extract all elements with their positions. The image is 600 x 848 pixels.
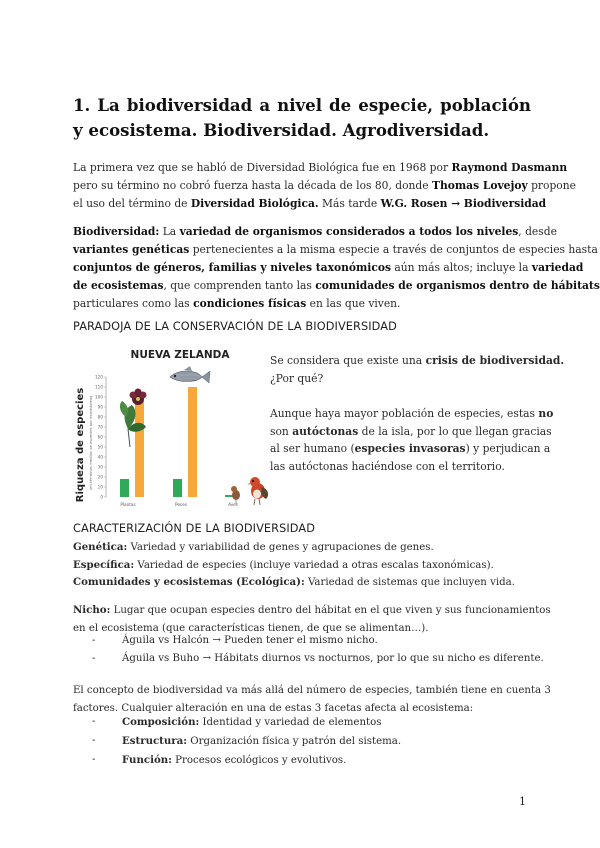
text: son <box>270 424 293 438</box>
chart-y-tick-label: 70 <box>97 424 103 430</box>
characterization-item <box>73 539 515 557</box>
bold-term: crisis de biodiversidad. <box>425 354 565 367</box>
text: en el ecosistema (que características tienen, de que se alimentan…). <box>73 622 429 634</box>
crisis-paragraph <box>270 352 565 476</box>
chart-bar <box>188 387 197 497</box>
text: las autóctonas haciéndose con el territorio. <box>270 459 505 473</box>
chart-y-axis-sublabel: (en términos medios de especies por ecosistema) <box>88 395 93 491</box>
chart-bar <box>120 479 129 497</box>
new-zealand-bar-chart <box>72 347 272 513</box>
text: ¿Por qué? <box>270 371 324 385</box>
chart-y-tick-label: 80 <box>97 414 103 420</box>
chart-y-tick-label: 40 <box>97 454 103 460</box>
text: Se considera que existe una <box>270 354 426 367</box>
chart-y-tick-label: 30 <box>97 464 103 470</box>
page-title: 1. La biodiversidad a nivel de especie, población y ecosistema. Biodiversidad. Agrodiversidad. <box>73 95 531 140</box>
text: La primera vez que se habló de Diversidad Biológica fue en 1968 por <box>73 161 452 174</box>
chart-y-tick-label: 0 <box>100 494 103 500</box>
text: Variedad y variabilidad de genes y agrupaciones de genes. <box>127 542 434 553</box>
list-item-text: Águila vs Halcón → Pueden tener el mismo nicho. <box>122 635 378 646</box>
bold-term: Genética: <box>73 541 128 553</box>
text: Variedad de especies (incluye variedad a otras escalas taxonómicas). <box>134 559 494 571</box>
section-heading-paradox: PARADOJA DE LA CONSERVACIÓN DE LA BIODIVERSIDAD <box>73 320 397 333</box>
crisis-line <box>270 405 554 423</box>
intro-line <box>73 195 547 213</box>
intro-paragraph <box>73 159 576 213</box>
list-dash: - <box>92 635 96 646</box>
list-item-text: Procesos ecológicos y evolutivos. <box>171 755 347 766</box>
characterization-item <box>73 574 515 592</box>
list-dash: - <box>92 754 96 765</box>
bold-term: especies invasoras <box>354 442 466 456</box>
text: Variedad de sistemas que incluyen vida. <box>304 577 515 589</box>
chart-bar <box>173 479 182 497</box>
text: aún más altos; incluye la <box>391 261 532 274</box>
chart-category-label: Plantas <box>120 502 136 507</box>
definition-line <box>73 241 598 259</box>
bold-term: de ecosistemas <box>73 279 164 292</box>
intro-line <box>73 159 568 177</box>
crisis-line <box>270 423 552 441</box>
list-item <box>92 751 401 770</box>
chart-y-tick-label: 110 <box>95 384 103 390</box>
list-item <box>92 650 544 668</box>
niche-examples-list <box>92 632 544 668</box>
chart-axes <box>95 375 106 500</box>
bold-term: variedad de organismos considerados a todos los niveles <box>179 225 519 238</box>
chart-title: NUEVA ZELANDA <box>130 349 230 361</box>
chart-bar <box>135 397 144 497</box>
text: pero su término no cobró fuerza hasta la década de los 80, donde <box>73 179 432 192</box>
crisis-line <box>270 458 528 476</box>
bold-term: W.G. Rosen → Biodiversidad <box>380 197 547 210</box>
concept-line <box>73 682 551 700</box>
intro-line <box>73 177 576 195</box>
chart-y-tick-label: 10 <box>97 484 103 490</box>
bold-term: Específica: <box>73 558 135 571</box>
definition-line <box>73 223 557 241</box>
crisis-line <box>270 370 528 388</box>
text: , desde <box>518 225 557 238</box>
chart-category-label: Aves <box>228 502 238 507</box>
chart-y-tick-label: 50 <box>97 444 103 450</box>
bold-term: Función: <box>122 754 172 766</box>
bold-term: comunidades de organismos dentro de hábitats <box>315 279 600 292</box>
bold-term: Biodiversidad: <box>73 225 160 238</box>
bold-term: Estructura: <box>122 735 188 747</box>
characterization-list <box>73 539 515 592</box>
chart-y-axis-label: Riqueza de especies <box>75 387 86 503</box>
list-item-text: Identidad y variedad de elementos <box>199 717 382 728</box>
fish-illustration <box>170 366 210 383</box>
crisis-line <box>270 440 551 458</box>
page-number: 1 <box>519 795 526 808</box>
bird-illustration <box>231 477 268 505</box>
text: propone <box>527 179 576 192</box>
bold-term: Nicho: <box>73 604 111 616</box>
spacer <box>270 387 528 405</box>
bold-term: no <box>538 407 554 421</box>
text: el uso del término de <box>73 197 191 210</box>
list-item <box>92 713 401 732</box>
list-dash: - <box>92 716 96 727</box>
text: en las que viven. <box>306 297 401 310</box>
text: El concepto de biodiversidad va más allá del número de especies, también tiene en cuenta 3 <box>73 685 551 696</box>
list-dash: - <box>92 653 96 664</box>
bold-term: variantes genéticas <box>73 243 190 256</box>
chart-y-tick-label: 100 <box>95 394 103 400</box>
section-heading-characterization: CARACTERIZACIÓN DE LA BIODIVERSIDAD <box>73 522 316 535</box>
bold-term: Diversidad Biológica. <box>190 197 319 210</box>
crisis-line <box>270 352 565 370</box>
text: Lugar que ocupan especies dentro del hábitat en el que viven y sus funcionamientos <box>110 605 551 616</box>
text: ) y perjudican a <box>465 442 551 456</box>
bold-term: autóctonas <box>292 424 359 438</box>
text: al ser humano ( <box>270 442 355 456</box>
definition-line <box>73 295 529 313</box>
list-item-text: Organización física y patrón del sistema. <box>187 736 402 747</box>
chart-bars <box>120 387 238 507</box>
author-name: Raymond Dasmann <box>451 161 568 174</box>
characterization-item <box>73 557 515 575</box>
text: particulares como las <box>73 297 194 310</box>
author-name: Thomas Lovejoy <box>432 179 528 192</box>
text: , que comprenden tanto las <box>163 279 316 292</box>
text: Aunque haya mayor población de especies, estas <box>270 407 539 421</box>
text: de la isla, por lo que llegan gracias <box>358 424 552 438</box>
chart-y-tick-label: 120 <box>95 374 103 380</box>
concept-paragraph <box>73 682 551 717</box>
list-item-text: Águila vs Buho → Hábitats diurnos vs nocturnos, por lo que su nicho es diferente. <box>122 653 544 664</box>
concept-factors-list <box>92 713 401 770</box>
chart-y-tick-label: 20 <box>97 474 103 480</box>
definition-line <box>73 277 600 295</box>
chart-y-tick-label: 60 <box>97 434 103 440</box>
definition-paragraph <box>73 223 600 313</box>
bold-term: conjuntos de géneros, familias y niveles taxonómicos <box>73 261 391 274</box>
list-dash: - <box>92 735 96 746</box>
text: La <box>159 225 180 238</box>
text: Más tarde <box>318 197 381 210</box>
definition-line <box>73 259 584 277</box>
list-item <box>92 732 401 751</box>
niche-line <box>73 602 551 620</box>
chart-y-tick-label: 90 <box>97 404 103 410</box>
bold-term: variedad <box>531 261 584 274</box>
bold-term: Composición: <box>122 716 200 728</box>
bold-term: condiciones físicas <box>193 297 307 310</box>
text: pertenecientes a la misma especie a través de conjuntos de especies hasta <box>189 243 598 256</box>
text: factores. Cualquier alteración en una de estas 3 facetas afecta al ecosistema: <box>73 702 474 714</box>
list-item <box>92 632 544 650</box>
bold-term: Comunidades y ecosistemas (Ecológica): <box>73 576 305 589</box>
chart-category-label: Peces <box>174 502 188 507</box>
